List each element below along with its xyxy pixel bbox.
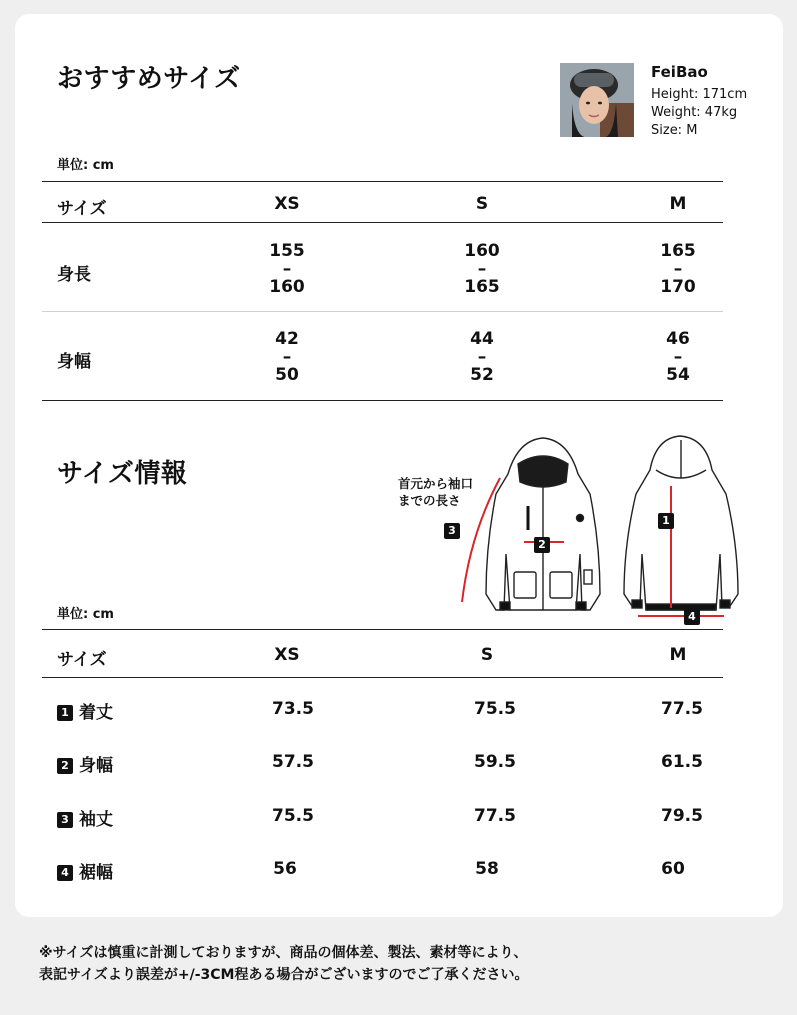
table-cell: 42 – 50 (275, 329, 299, 385)
table-cell: 59.5 (474, 752, 516, 772)
badge-4-icon: 4 (57, 865, 73, 881)
sleeve-annotation: 首元から袖口 までの長さ (398, 476, 474, 508)
table-header-m: M (669, 645, 687, 665)
table-cell: 75.5 (272, 806, 314, 826)
table-cell: 61.5 (661, 752, 703, 772)
jacket-back-icon (624, 436, 738, 610)
table-cell: 56 (273, 859, 297, 879)
table-header-xs: XS (274, 645, 300, 665)
table-header-size: サイズ (57, 650, 107, 670)
table-rule (42, 677, 723, 678)
table-cell: 44 – 52 (470, 329, 494, 385)
jacket-front-icon (486, 438, 600, 610)
row-label-hem: 4 裾幅 (57, 858, 113, 883)
marker-1-icon: 1 (658, 510, 680, 529)
table-cell: 79.5 (661, 806, 703, 826)
table-rule (42, 181, 723, 182)
table-cell: 75.5 (474, 699, 516, 719)
size-info-title: サイズ情報 (57, 459, 188, 489)
model-weight: Weight: 47kg (651, 105, 738, 120)
model-size: Size: M (651, 123, 698, 138)
row-label-body-width: 2 身幅 (57, 751, 113, 776)
row-label-sleeve: 3 袖丈 (57, 805, 113, 830)
badge-2-icon: 2 (57, 758, 73, 774)
table-rule (42, 222, 723, 223)
badge-3-icon: 3 (57, 812, 73, 828)
model-height: Height: 171cm (651, 87, 748, 102)
table-cell: 46 – 54 (666, 329, 690, 385)
table-cell: 155 – 160 (269, 241, 305, 297)
table-rule (42, 311, 723, 312)
table-rule (42, 629, 723, 630)
recommended-unit: 単位: cm (57, 158, 114, 173)
table-cell: 160 – 165 (464, 241, 500, 297)
size-info-unit: 単位: cm (57, 607, 114, 622)
table-header-s: S (475, 194, 489, 214)
table-rule (42, 400, 723, 401)
table-cell: 73.5 (272, 699, 314, 719)
marker-3-icon: 3 (444, 520, 466, 539)
jacket-diagram (440, 434, 760, 624)
model-photo (560, 63, 634, 137)
table-cell: 58 (475, 859, 499, 879)
table-header-size: サイズ (57, 199, 107, 219)
table-header-xs: XS (274, 194, 300, 214)
model-avatar-icon (560, 63, 634, 137)
table-cell: 165 – 170 (660, 241, 696, 297)
table-header-m: M (669, 194, 687, 214)
row-label-width: 身幅 (57, 352, 91, 372)
marker-2-icon: 2 (534, 534, 556, 553)
disclaimer-note: ※サイズは慎重に計測しておりますが、商品の個体差、製法、素材等により、 表記サイズより誤差が+/-3CM程ある場合がございますのでご了承ください。 (39, 945, 529, 983)
table-cell: 60 (661, 859, 685, 879)
table-header-s: S (480, 645, 494, 665)
badge-1-icon: 1 (57, 705, 73, 721)
table-cell: 57.5 (272, 752, 314, 772)
row-label-length: 1 着丈 (57, 698, 113, 723)
model-name: FeiBao (651, 63, 708, 81)
recommended-title: おすすめサイズ (57, 64, 241, 94)
table-cell: 77.5 (474, 806, 516, 826)
row-label-height: 身長 (57, 265, 91, 285)
marker-4-icon: 4 (684, 606, 706, 625)
table-cell: 77.5 (661, 699, 703, 719)
